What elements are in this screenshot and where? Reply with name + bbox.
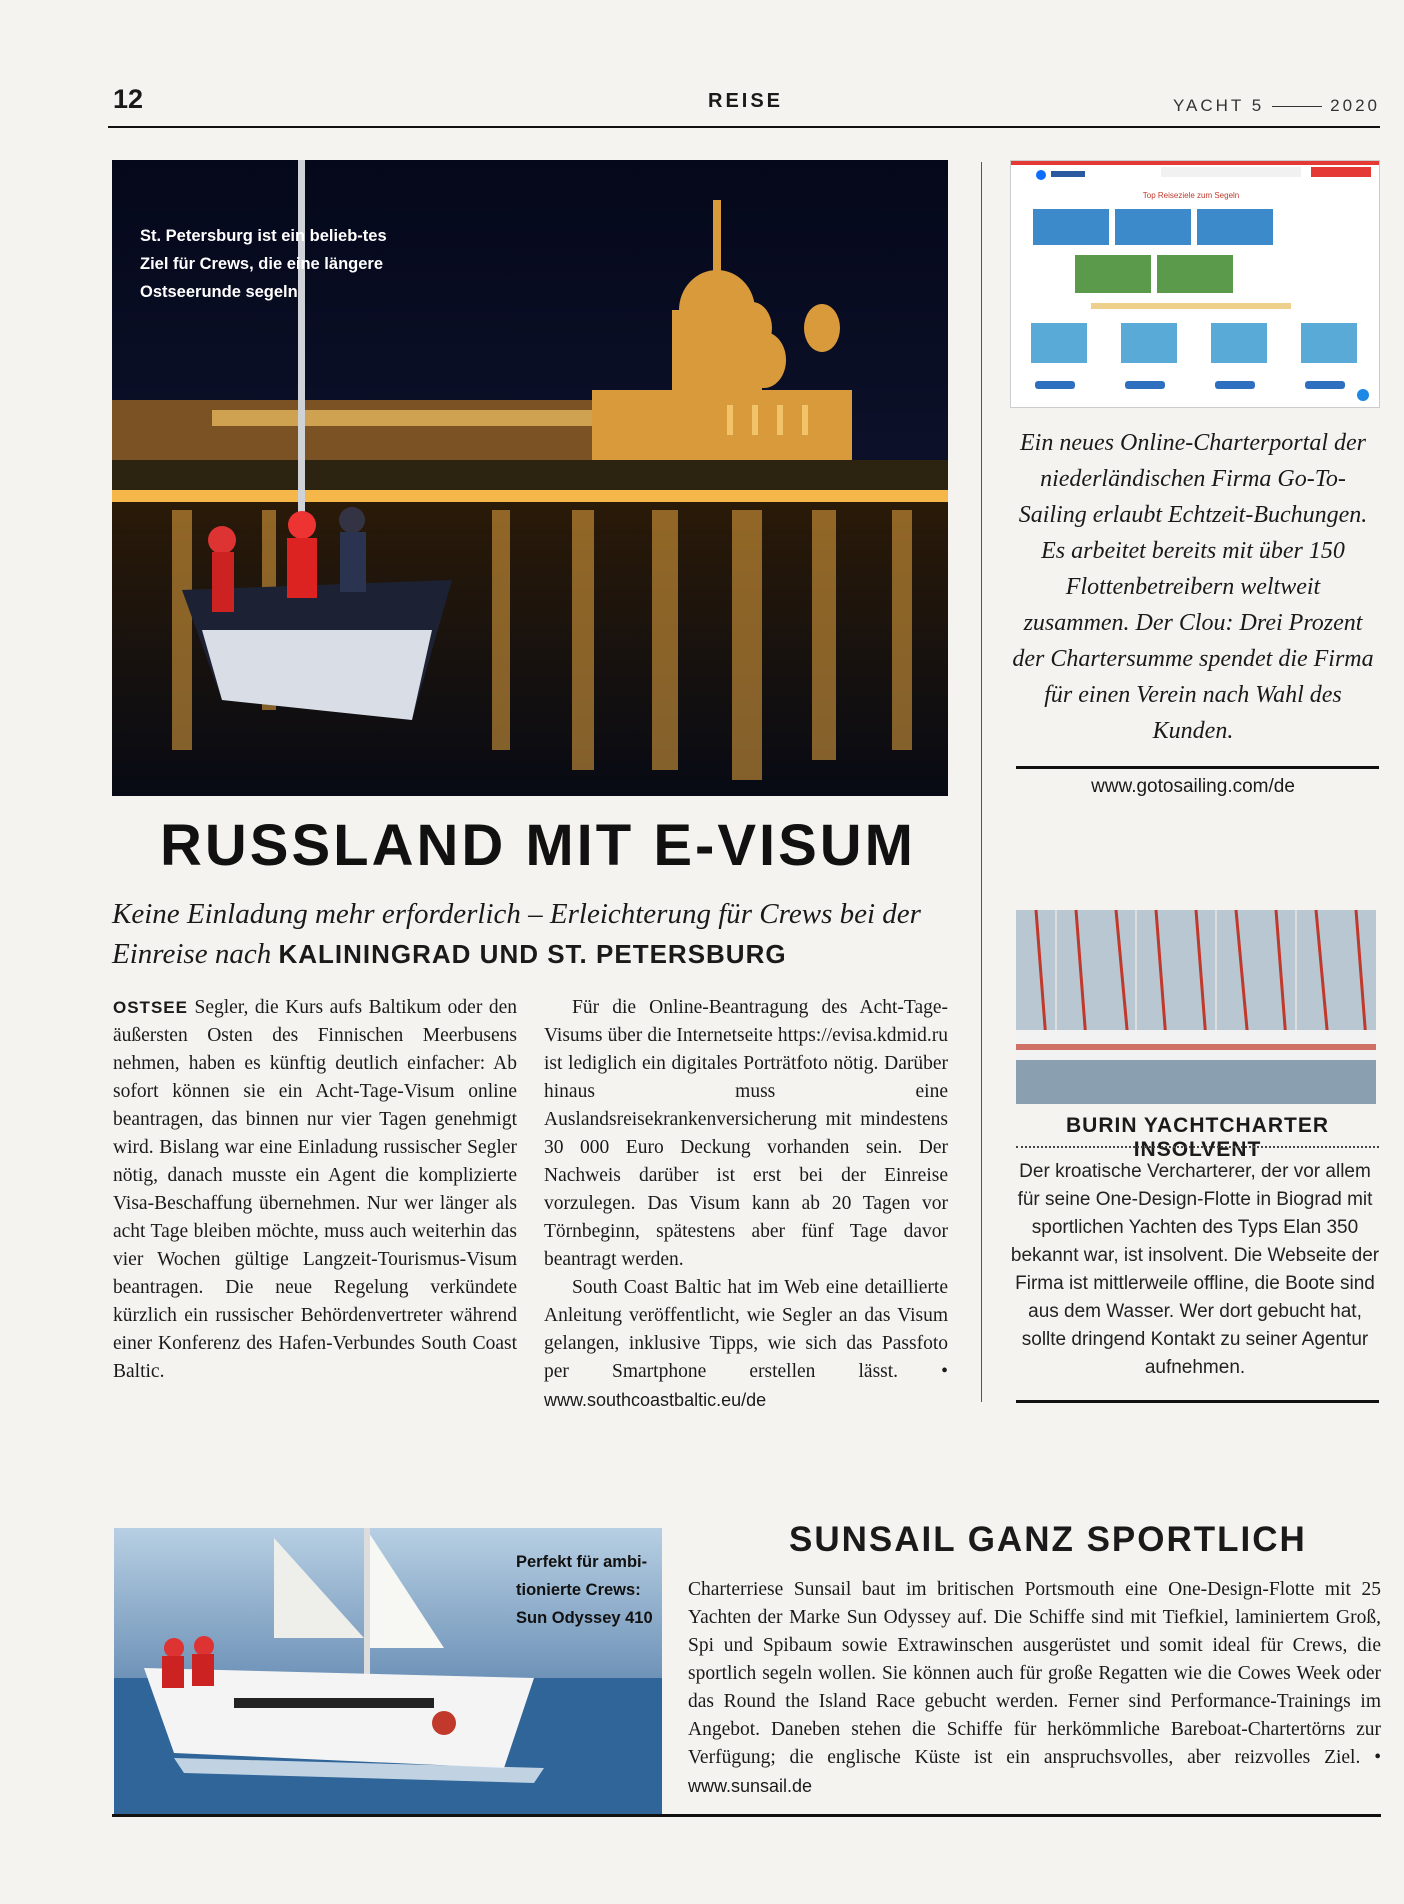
article-column-1 [113,994,517,1386]
sunsail-text [688,1576,1381,1801]
article-title: RUSSLAND MIT E-VISUM [160,813,916,878]
article-column-2 [544,994,948,1415]
issue-year: 2020 [1330,96,1380,115]
burin-heading: BURIN YACHTCHARTER INSOLVENT [1065,1114,1330,1161]
hero-photo-st-petersburg [112,160,948,796]
article-url[interactable]: www.southcoastbaltic.eu/de [544,1390,767,1410]
subtitle-caps: KALININGRAD UND ST. PETERSBURG [278,939,787,969]
portal-url: www.gotosailing.com/de [1091,776,1295,797]
sunsail-caption-line-2: Sun Odyssey 410 [516,1609,653,1627]
burin-dotted-rule [1016,1146,1379,1148]
lead-word: OSTSEE [113,998,188,1017]
issue-divider [1272,106,1322,107]
section-label: REISE [708,90,784,112]
page-number: 12 [113,84,144,114]
sunsail-body: Charterriese Sunsail baut im britischen Portsmouth eine One-Design-Flotte mit 25 Yachten der Marke Sun Odyssey auf. Die Schiffe sind mit Tiefkiel, laminiertem Groß, Spi und Spibaum sowie Extrawinschen ausgerüstet und somit ideal für Crews, die sportlich segeln wollen. Sie können auch für große Regatten wie die Cowes Week oder das Round the Island Race gebucht werden. Ferner sind Performance-Trainings im Angebot. Daneben stehen die Schiffe für herkömmliche Bareboat-Chartertörns zur Verfügung; die englische Küste ist ein anspruchsvolles, aber reizvolles Ziel. [688,1579,1381,1768]
marina-illustration [1016,910,1376,1104]
burin-text: Der kroatische Vercharterer, der vor allem für seine One-Design-Flotte in Biograd mit sportlichen Yachten des Typs Elan 350 bekannt war, ist insolvent. Die Webseite der Firma ist mittlerweile offline, die Boote sind aus dem Wasser. Wer dort gebucht hat, sollte dringend Kontakt zu seiner Agentur aufnehmen. [1010,1161,1380,1378]
subtitle-italic: Keine Einladung mehr erforderlich – Erleichterung für Crews bei der Einreise nach [112,898,921,970]
portal-text: Ein neues Online-Charterportal der niederländischen Firma Go-To-Sailing erlaubt Echtzeit-Buchungen. Es arbeitet bereits mit über 150 Flottenbetreibern weltweit zusammen. Der Clou: Drei Prozent der Chartersumme spendet die Firma für einen Verein nach Wahl des Kunden. [1012,430,1374,744]
website-heading: Top Reiseziele zum Segeln [1142,191,1240,200]
column-2-paragraph-2-text: South Coast Baltic hat im Web eine detaillierte Anleitung veröffentlicht, wie Segler an das Visum gelangen, inklusive Tipps, wie sich das Passfoto per Smartphone erstellen lässt. [544,1277,948,1382]
portal-rule [1016,766,1379,769]
sunsail-caption-line-1: Perfekt für ambi-tionierte Crews: [516,1553,648,1599]
burin-rule [1016,1400,1379,1403]
hero-caption: St. Petersburg ist ein belieb-tes Ziel für Crews, die eine längere Ostseerunde segeln [140,227,387,301]
sunsail-yacht-photo [114,1528,662,1814]
column-2-paragraph-2 [544,1274,948,1415]
sunsail-url[interactable]: www.sunsail.de [688,1776,813,1796]
magazine-name: YACHT 5 [1172,96,1265,115]
sunsail-photo-caption [516,1548,656,1632]
sunsail-heading: SUNSAIL GANZ SPORTLICH [789,1520,1307,1559]
gotosailing-website-screenshot [1010,160,1380,408]
bottom-rule [112,1814,1381,1817]
bullet-icon: • [1374,1747,1382,1768]
burin-boats-photo [1016,910,1376,1104]
issue-label [1173,96,1380,116]
column-2-paragraph-1: Für die Online-Beantragung des Acht-Tage-Visums über die Internetseite https://evisa.kdmid.ru ist lediglich ein digitales Porträtfoto nötig. Darüber hinaus muss eine Auslandsreisekrankenversicherung mit mindestens 30 000 Euro Deckung vorhanden sein. Der Nachweis darüber ist erst bei der Einreise vorzulegen. Das Visum kann ab 20 Tagen vor Törnbeginn, spätestens aber fünf Tage davor beantragt werden. [544,997,948,1270]
column-divider [981,162,982,1402]
bullet-icon: • [941,1361,948,1382]
article-subtitle [112,894,962,974]
column-1-text: Segler, die Kurs aufs Baltikum oder den äußersten Osten des Finnischen Meerbusens nehmen, haben es künftig deutlich einfacher: Ab sofort können sie ein Acht-Tage-Visum online beantragen, das binnen nur vier Tagen genehmigt wird. Bislang war eine Einladung russischer Segler nötig, danach musste ein Agent die komplizierte Visa-Beschaffung übernehmen. Nur wer länger als acht Tage bleiben möchte, muss auch weiterhin das vier Wochen gültige Langzeit-Tourismus-Visum beantragen. Die neue Regelung verkündete kürzlich ein russischer Behördenvertreter während einer Konferenz des Hafen-Verbundes South Coast Baltic. [113,997,517,1382]
header-rule [108,126,1380,128]
